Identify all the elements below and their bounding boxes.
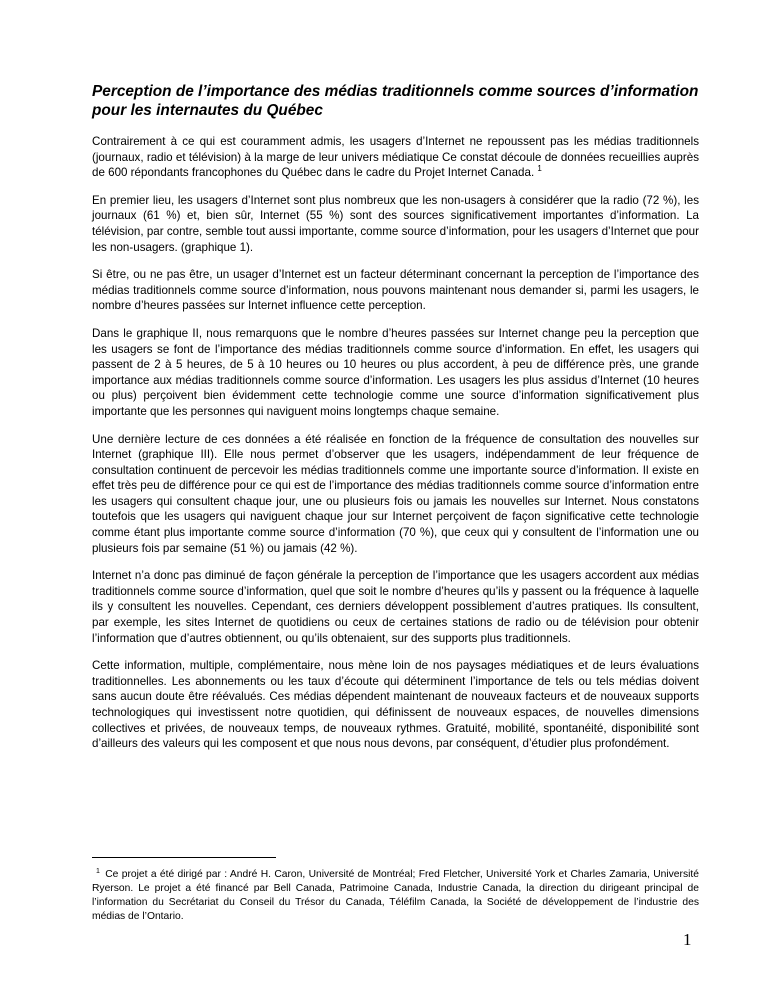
paragraph-intro-text: Contrairement à ce qui est couramment admis, les usagers d’Internet ne repoussent pas les médias traditionnels (journaux, radio et télévision) à la marge de leur univers médiatique Ce constat découle de données recueillies auprès de 600 répondants francophones du Québec dans le cadre du Projet Internet Canada. [92, 135, 699, 180]
paragraph-6: Internet n’a donc pas diminué de façon générale la perception de l’importance que les usagers accordent aux médias traditionnels comme source d’information, quel que soit le nombre d’heures qu’ils y passent ou la fréquence à laquelle ils y consultent les nouvelles. Cependant, ces derniers développent possiblement d’autres pratiques. Ils consultent, par exemple, les sites Internet de quotidiens ou ceux de certaines stations de radio ou de télévision pour obtenir l’information que d’autres obtiennent, ou qu’ils obtenaient, sur des supports plus traditionnels. [92, 569, 699, 645]
paragraph-intro [92, 134, 699, 181]
footnote-text: Ce projet a été dirigé par : André H. Caron, Université de Montréal; Fred Fletcher, Université York et Charles Zamaria, Université Ryerson. Le projet a été financé par Bell Canada, Patrimoine Canada, Industrie Canada, la direction du dirigeant principal de l’information du Secrétariat du Conseil du Trésor du Canada, Téléfilm Canada, la Société de développement de l’industrie des médias de l’Ontario. [92, 869, 699, 922]
document-body [92, 82, 699, 764]
paragraph-7: Cette information, multiple, complémentaire, nous mène loin de nos paysages médiatiques et de leurs évaluations traditionnelles. Les abonnements ou les taux d’écoute qui déterminent l’importance de tels ou tels médias doivent sans aucun doute être réévalués. Ces médias dépendent maintenant de nouveaux facteurs et de nouveaux supports technologiques qui investissent notre quotidien, qui définissent de nouveaux espaces, de nouvelles dimensions collectives et privées, de nouveaux temps, de nouveaux rythmes. Gratuité, mobilité, spontanéité, disponibilité sont d’ailleurs des valeurs qui les composent et que nous nous devons, par conséquent, d’étudier plus profondément. [92, 659, 699, 751]
document-title: Perception de l’importance des médias traditionnels comme sources d’information pour les internautes du Québec [92, 83, 699, 119]
paragraph-3: Si être, ou ne pas être, un usager d’Internet est un facteur déterminant concernant la perception de l’importance des médias traditionnels comme source d’information, nous pouvons maintenant nous demander si, parmi les usagers, le nombre d’heures passées sur Internet influence cette perception. [92, 268, 699, 313]
footnote-separator [92, 857, 276, 858]
page-number: 1 [683, 930, 692, 949]
paragraph-4: Dans le graphique II, nous remarquons que le nombre d’heures passées sur Internet change peu la perception que les usagers se font de l’importance des médias traditionnels comme source d’information. En effet, les usagers qui passent de 2 à 5 heures, de 5 à 10 heures ou 10 heures ou plus accordent, à peu de différence près, une grande importance aux médias traditionnels comme source d’information. Les usagers les plus assidus d’Internet (10 heures ou plus) perçoivent bien évidemment cette technologie comme une source d’information significativement plus importante que les personnes qui naviguent moins longtemps chaque semaine. [92, 326, 699, 418]
paragraph-5: Une dernière lecture de ces données a été réalisée en fonction de la fréquence de consultation des nouvelles sur Internet (graphique III). Elle nous permet d’observer que les usagers, indépendamment de leur fréquence de consultation continuent de percevoir les médias traditionnels comme une importante source d’information. Il existe en effet très peu de différence pour ce qui est de l’importance des médias traditionnels comme source d’information entre les usagers qui consultent chaque jour, une ou plusieurs fois ou jamais les nouvelles sur Internet. Nous constatons toutefois que les usagers qui naviguent chaque jour sur Internet perçoivent de façon significative cette technologie comme étant plus importante comme source d’information (70 %), que ceux qui y consultent de l’information une ou plusieurs fois par semaine (51 %) ou jamais (42 %). [92, 432, 699, 555]
footnote-mark: 1 [96, 867, 100, 875]
footnote-reference: 1 [537, 164, 542, 174]
paragraph-2: En premier lieu, les usagers d’Internet sont plus nombreux que les non-usagers à considérer que la radio (72 %), les journaux (61 %) et, bien sûr, Internet (55 %) sont des sources significativement importantes d’information. La télévision, par contre, semble tout aussi importante, comme source d’information, pour les usagers d’Internet que pour les non-usagers. (graphique 1). [92, 193, 699, 254]
footnote [92, 868, 699, 924]
